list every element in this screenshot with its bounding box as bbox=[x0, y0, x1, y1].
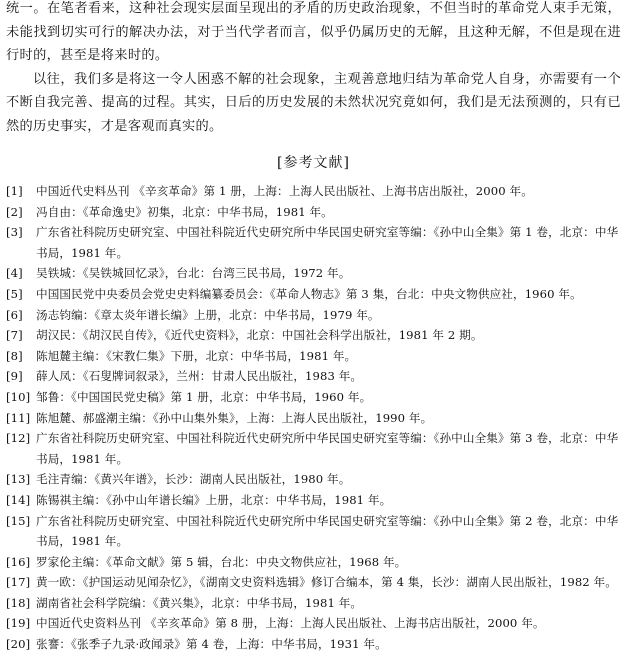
reference-item bbox=[6, 202, 621, 223]
reference-number: [18] bbox=[6, 595, 31, 610]
reference-number: [16] bbox=[6, 554, 31, 569]
reference-text: 中国近代史资料丛刊 《辛亥革命》第 8 册，上海：上海人民出版社、上海书店出版社，2000 年。 bbox=[36, 616, 545, 631]
reference-item bbox=[6, 305, 621, 326]
reference-number: [20] bbox=[6, 637, 31, 652]
body-paragraph-2: 以往，我们多是将这一令人困惑不解的社会现象，主观善意地归结为革命党人自身，亦需要有一个不断自我完善、提高的过程。其实，日后的历史发展的未然状况究竟如何，我们是无法预测的，只有已然的历史事实，才是客观而真实的。 bbox=[6, 71, 621, 134]
reference-text: 广东省社科院历史研究室、中国社科院近代史研究所中华民国史研究室等编：《孙中山全集》第 3 卷，北京：中华书局，1981 年。 bbox=[36, 431, 619, 466]
reference-text: 中国国民党中央委员会党史史料编纂委员会：《革命人物志》第 3 集，台北：中央文物供应社，1960 年。 bbox=[36, 286, 582, 301]
reference-number: [4] bbox=[6, 266, 23, 281]
reference-number: [7] bbox=[6, 328, 23, 343]
reference-item bbox=[6, 490, 621, 511]
reference-number: [13] bbox=[6, 472, 31, 487]
reference-number: [10] bbox=[6, 389, 31, 404]
reference-item bbox=[6, 181, 621, 202]
reference-text: 广东省社科院历史研究室、中国社科院近代史研究所中华民国史研究室等编：《孙中山全集》第 2 卷，北京：中华书局，1981 年。 bbox=[36, 513, 619, 549]
reference-item bbox=[6, 511, 621, 552]
reference-text: 广东省社科院历史研究室、中国社科院近代史研究所中华民国史研究室等编：《孙中山全集》第 1 卷，北京：中华书局，1981 年。 bbox=[36, 225, 619, 260]
reference-number: [19] bbox=[6, 616, 31, 631]
reference-text: 吴铁城：《吴铁城回忆录》，台北：台湾三民书局，1972 年。 bbox=[36, 266, 351, 281]
reference-number: [6] bbox=[6, 307, 23, 322]
reference-item bbox=[6, 634, 621, 655]
reference-text: 汤志钧编：《章太炎年谱长编》上册，北京：中华书局，1979 年。 bbox=[36, 307, 380, 322]
reference-item bbox=[6, 428, 621, 469]
reference-number: [17] bbox=[6, 575, 31, 590]
reference-item bbox=[6, 572, 621, 593]
reference-text: 张謇：《张季子九录·政闻录》第 4 卷，上海：中华书局，1931 年。 bbox=[36, 637, 387, 652]
reference-text: 冯自由：《革命逸史》初集，北京：中华书局，1981 年。 bbox=[36, 204, 333, 219]
reference-number: [2] bbox=[6, 204, 23, 219]
reference-item bbox=[6, 408, 621, 429]
reference-item bbox=[6, 469, 621, 490]
reference-number: [3] bbox=[6, 225, 23, 240]
reference-item bbox=[6, 346, 621, 367]
reference-number: [9] bbox=[6, 369, 23, 384]
reference-number: [14] bbox=[6, 492, 31, 507]
reference-text: 罗家伦主编：《革命文献》第 5 辑，台北：中央文物供应社，1968 年。 bbox=[36, 554, 407, 569]
reference-item bbox=[6, 613, 621, 634]
reference-text: 薛人凤：《石叟牌词叙录》，兰州：甘肃人民出版社，1983 年。 bbox=[36, 369, 363, 384]
reference-item bbox=[6, 222, 621, 263]
reference-text: 陈旭麓、郝盛潮主编：《孙中山集外集》，上海：上海人民出版社，1990 年。 bbox=[36, 410, 433, 425]
reference-text: 胡汉民：《胡汉民自传》，《近代史资料》，北京：中国社会科学出版社，1981 年 2 期。 bbox=[36, 328, 483, 343]
reference-text: 中国近代史料丛刊 《辛亥革命》第 1 册，上海：上海人民出版社、上海书店出版社，2000 年。 bbox=[36, 184, 533, 198]
reference-number: [1] bbox=[6, 184, 23, 198]
reference-item bbox=[6, 593, 621, 614]
reference-text: 邹鲁：《中国国民党史稿》第 1 册，北京：中华书局，1960 年。 bbox=[36, 389, 372, 404]
reference-item bbox=[6, 263, 621, 284]
reference-text: 毛注青编：《黄兴年谱》，长沙：湖南人民出版社，1980 年。 bbox=[36, 472, 351, 487]
reference-item bbox=[6, 284, 621, 305]
reference-number: [5] bbox=[6, 286, 23, 301]
reference-number: [15] bbox=[6, 513, 31, 528]
reference-item bbox=[6, 325, 621, 346]
reference-number: [8] bbox=[6, 348, 23, 363]
reference-item bbox=[6, 552, 621, 573]
reference-text: 湖南省社会科学院编：《黄兴集》，北京：中华书局，1981 年。 bbox=[36, 595, 363, 610]
reference-text: 陈旭麓主编：《宋教仁集》下册，北京：中华书局，1981 年。 bbox=[36, 348, 357, 363]
body-paragraph-1: 统一。在笔者看来，这种社会现实层面呈现出的矛盾的历史政治现象，不但当时的革命党人束手无策，未能找到切实可行的解决办法，对于当代学者而言，似乎仍属历史的无解，且这种无解，不但是现在进行时的，甚至是将来时的。 bbox=[6, 1, 621, 63]
reference-item bbox=[6, 366, 621, 387]
reference-text: 黄一欧：《护国运动见闻杂忆》，《湖南文史资料选辑》修订合编本，第 4 集，长沙：湖南人民出版社，1982 年。 bbox=[36, 575, 617, 590]
reference-item bbox=[6, 387, 621, 408]
references-list bbox=[6, 181, 621, 655]
references-heading: [参考文献] bbox=[277, 155, 350, 171]
reference-number: [11] bbox=[6, 410, 31, 425]
reference-text: 陈锡祺主编：《孙中山年谱长编》上册，北京：中华书局，1981 年。 bbox=[36, 492, 392, 507]
reference-number: [12] bbox=[6, 431, 31, 446]
